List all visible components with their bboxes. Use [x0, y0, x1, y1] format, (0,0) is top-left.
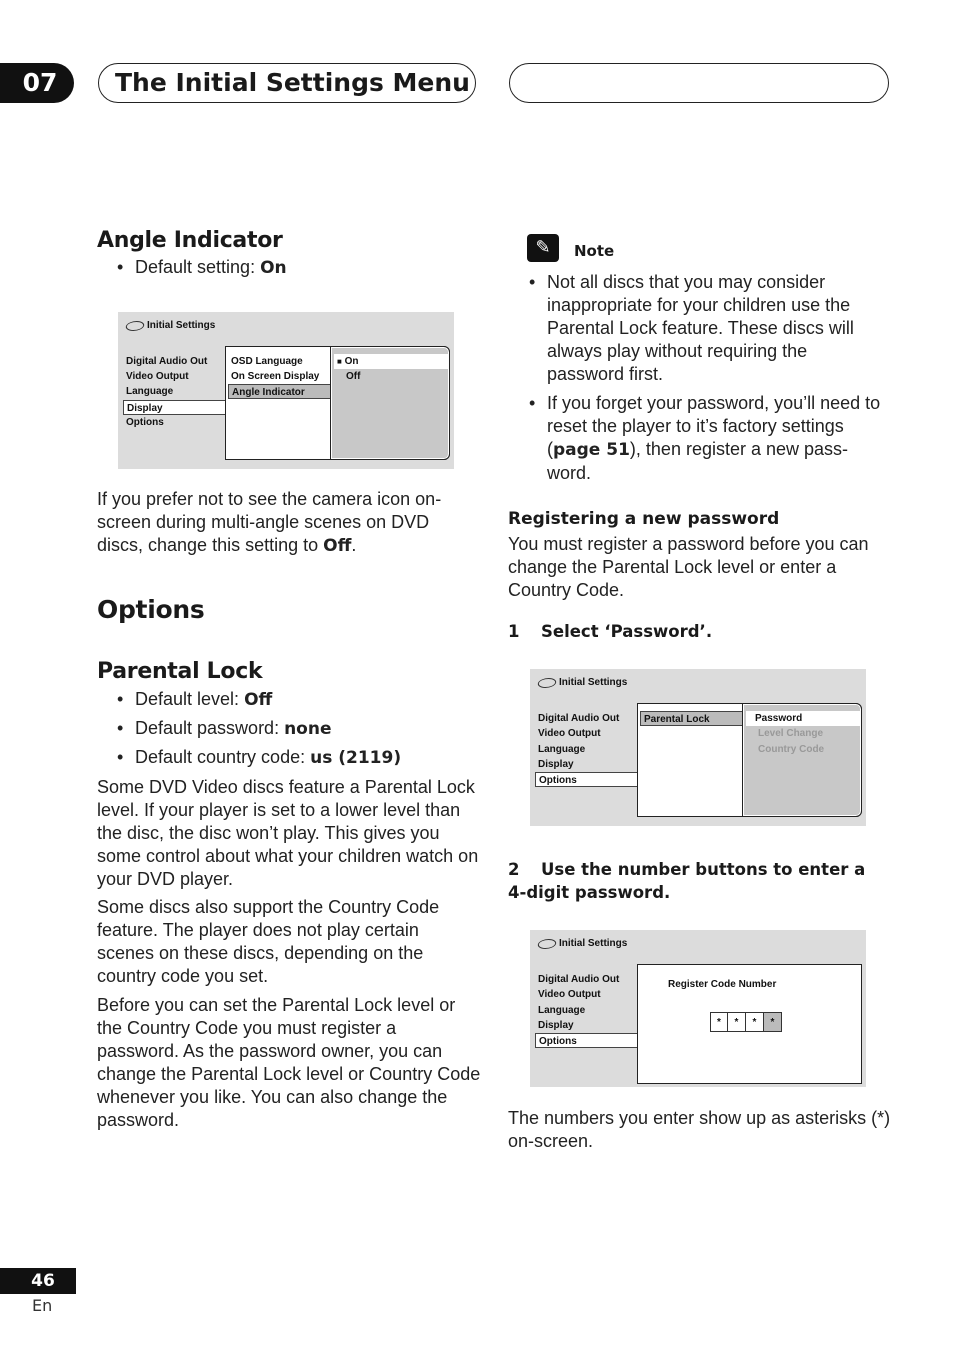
disc-icon — [536, 939, 558, 949]
parental-default-level: • Default level: Off — [117, 689, 273, 710]
option-off: Off — [346, 371, 361, 382]
register-dialog — [637, 964, 862, 1084]
menu-item: Display — [538, 1020, 574, 1031]
code-digit: * — [710, 1012, 728, 1032]
parental-heading: Parental Lock — [97, 659, 263, 684]
register-heading: Registering a new password — [508, 509, 780, 529]
disc-icon — [536, 678, 558, 688]
code-digit: * — [728, 1012, 746, 1032]
pencil-icon: ✎ — [527, 234, 559, 262]
options-heading: Options — [97, 595, 205, 624]
screen-header: Initial Settings — [126, 320, 215, 331]
menu-item-selected: Display — [123, 400, 227, 415]
menu-item: Digital Audio Out — [538, 713, 620, 724]
screen-angle-indicator — [118, 312, 454, 469]
menu-item-selected: Options — [535, 1033, 639, 1048]
dialog-title: Register Code Number — [668, 979, 777, 990]
screen-header: Initial Settings — [538, 677, 627, 688]
submenu-item-selected: Angle Indicator — [228, 384, 331, 399]
disc-icon — [124, 321, 146, 331]
parental-default-country: • Default country code: us (2119) — [117, 747, 402, 768]
code-digit: * — [746, 1012, 764, 1032]
menu-item: Language — [126, 386, 174, 397]
angle-heading: Angle Indicator — [97, 228, 283, 253]
option-password: Password — [746, 711, 860, 726]
menu-item: Video Output — [538, 989, 601, 1000]
menu-item: Video Output — [126, 371, 189, 382]
parental-default-password: • Default password: none — [117, 718, 332, 739]
note-item-2: • If you forget your password, you’ll need to reset the player to it’s factory settings (page 51), then register a new pass-word. — [529, 393, 881, 483]
option-country-code: Country Code — [758, 744, 825, 755]
menu-item-selected: Options — [535, 772, 639, 787]
menu-item: Options — [126, 417, 164, 428]
submenu-item: OSD Language — [231, 356, 303, 367]
header-empty-pill — [509, 63, 889, 103]
options-panel — [742, 703, 862, 817]
note-item-1: • Not all discs that you may consider inappropriate for your children use the Parental Lock feature. These discs will always play without requiring the password first. — [529, 272, 854, 384]
code-digits — [710, 1012, 782, 1032]
screen-parental-lock — [530, 669, 866, 826]
options-panel — [330, 346, 450, 460]
parental-para-3: Before you can set the Parental Lock level or the Country Code you must register a password. As the password owner, you can change the Parental Lock level or Country Code whenever you like. You can also change the password. — [97, 995, 481, 1130]
option-on: ■ On — [334, 354, 448, 369]
option-level-change: Level Change — [758, 728, 824, 739]
code-digit-active: * — [764, 1012, 782, 1032]
submenu-item: On Screen Display — [231, 371, 320, 382]
parental-para-2: Some discs also support the Country Code feature. The player does not play certain scenes on these discs, depending on the country code you set. — [97, 897, 440, 986]
page-title: The Initial Settings Menu — [98, 63, 476, 103]
page-number: 46 — [0, 1268, 76, 1294]
parental-para-1: Some DVD Video discs feature a Parental Lock level. If your player is set to a lower level than the disc, the disc won’t play. This gives you some control about what your children watch on your DVD player. — [97, 777, 479, 889]
menu-item: Digital Audio Out — [538, 974, 620, 985]
menu-item: Language — [538, 744, 586, 755]
step-1: 1 Select ‘Password’. — [508, 622, 713, 641]
angle-default: • Default setting: On — [117, 257, 287, 278]
screen-header: Initial Settings — [538, 938, 627, 949]
step-2: 2 Use the number buttons to enter a 4-digit password. — [508, 860, 866, 902]
menu-item: Video Output — [538, 728, 601, 739]
angle-body: If you prefer not to see the camera icon on-screen during multi-angle scenes on DVD discs, change this setting to Off. — [97, 489, 442, 556]
menu-item: Display — [538, 759, 574, 770]
language-code: En — [32, 1296, 53, 1315]
menu-item: Digital Audio Out — [126, 356, 208, 367]
chapter-badge: 07 — [0, 63, 74, 103]
note-label: Note — [574, 242, 615, 260]
screen-register-code — [530, 930, 866, 1087]
submenu-item-selected: Parental Lock — [640, 711, 743, 726]
register-body: You must register a password before you can change the Parental Lock level or enter a Country Code. — [508, 534, 869, 600]
menu-item: Language — [538, 1005, 586, 1016]
register-footer: The numbers you enter show up as asterisks (*) on-screen. — [508, 1108, 891, 1151]
